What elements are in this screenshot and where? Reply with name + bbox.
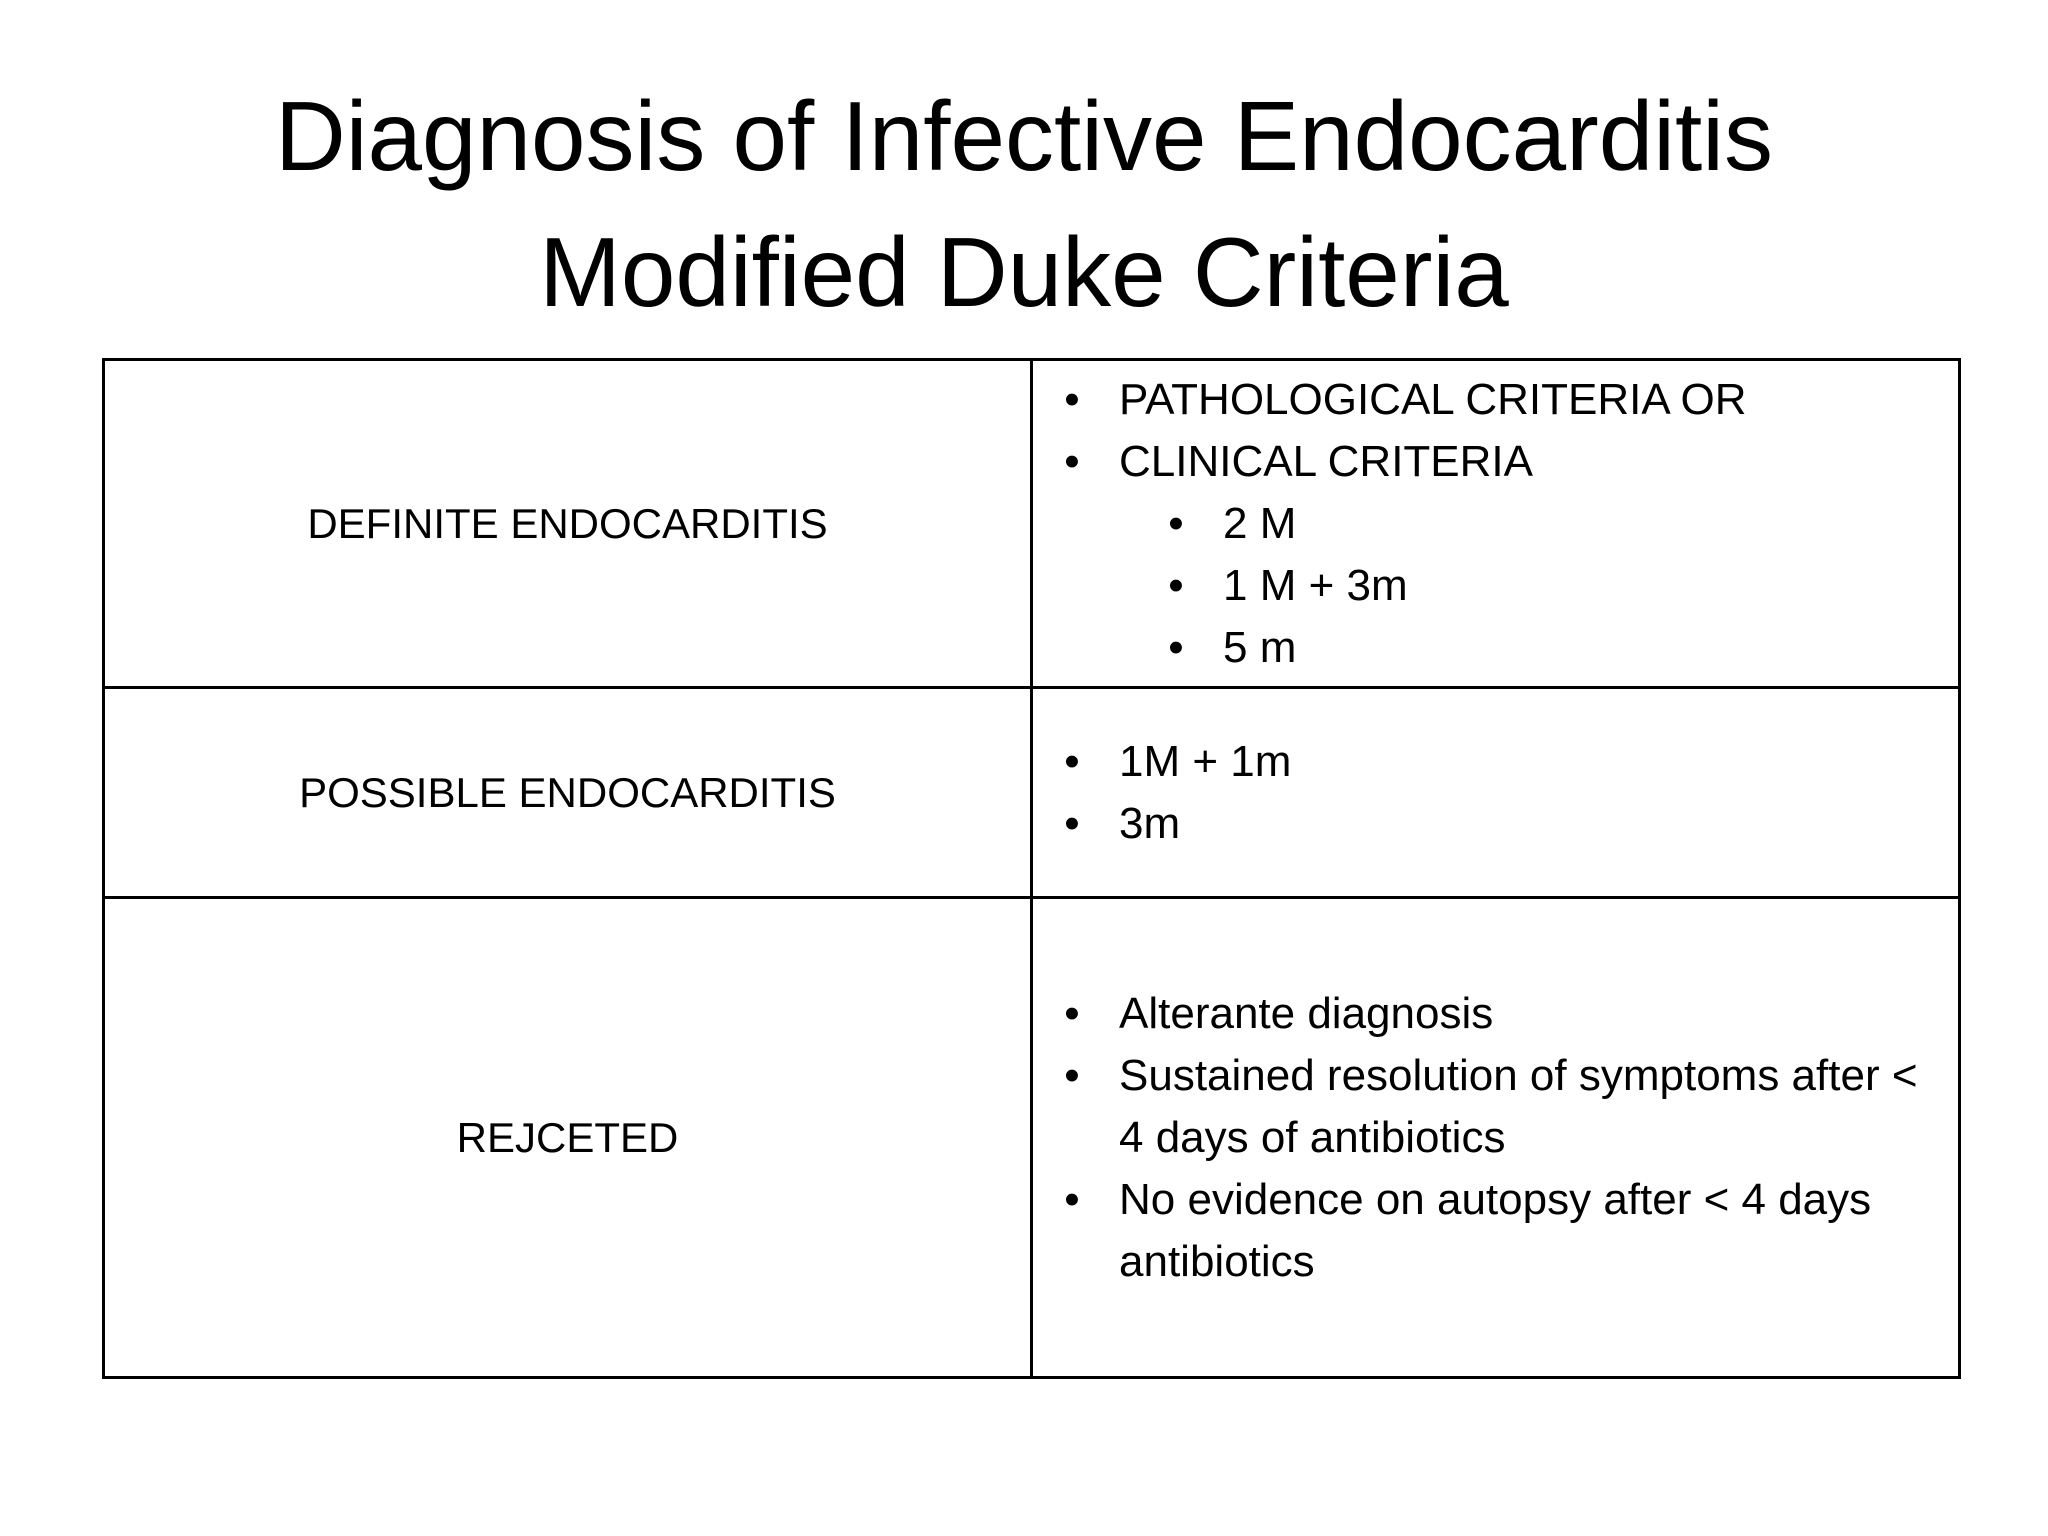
list-item	[1064, 793, 1918, 855]
list-item-text: 1M + 1m	[1119, 736, 1292, 786]
sub-list-item	[1168, 617, 1918, 679]
list-item	[1064, 369, 1918, 431]
bullet-icon: •	[1064, 374, 1080, 424]
sub-list-item-text: 2 M	[1223, 498, 1297, 548]
sub-list-item	[1168, 493, 1918, 555]
list-item	[1064, 1045, 1918, 1169]
category-cell	[104, 688, 1032, 898]
sub-list-item-text: 1 M + 3m	[1223, 560, 1408, 610]
sub-criteria-list	[1119, 493, 1918, 679]
list-item-text: Alterante diagnosis	[1119, 988, 1494, 1038]
category-cell	[104, 898, 1032, 1378]
bullet-icon: •	[1064, 798, 1080, 848]
sub-list-item-text: 5 m	[1223, 622, 1297, 672]
table-row-rejected	[104, 898, 1960, 1378]
category-label: DEFINITE ENDOCARDITIS	[307, 499, 828, 547]
slide-title	[0, 68, 2048, 340]
criteria-cell	[1032, 898, 1960, 1378]
criteria-list	[1033, 369, 1958, 679]
list-item-text: CLINICAL CRITERIA	[1119, 436, 1534, 486]
category-label: POSSIBLE ENDOCARDITIS	[299, 768, 836, 816]
title-line-2: Modified Duke Criteria	[539, 217, 1509, 327]
bullet-icon: •	[1064, 1050, 1080, 1100]
criteria-cell	[1032, 688, 1960, 898]
sub-list-item	[1168, 555, 1918, 617]
table-row-definite	[104, 360, 1960, 688]
bullet-icon: •	[1064, 988, 1080, 1038]
list-item-text: No evidence on autopsy after < 4 days antibiotics	[1119, 1174, 1872, 1286]
list-item	[1064, 431, 1918, 679]
list-item	[1064, 983, 1918, 1045]
bullet-icon: •	[1064, 1174, 1080, 1224]
criteria-list	[1033, 983, 1958, 1293]
bullet-icon: •	[1168, 498, 1184, 548]
bullet-icon: •	[1168, 622, 1184, 672]
list-item-text: Sustained resolution of symptoms after < 4 days of antibiotics	[1119, 1050, 1918, 1162]
criteria-table	[102, 358, 1961, 1379]
criteria-list	[1033, 731, 1958, 855]
criteria-cell	[1032, 360, 1960, 688]
list-item-text: 3m	[1119, 798, 1181, 848]
category-cell	[104, 360, 1032, 688]
list-item-text: PATHOLOGICAL CRITERIA OR	[1119, 374, 1747, 424]
bullet-icon: •	[1064, 436, 1080, 486]
category-label: REJCETED	[456, 1113, 679, 1161]
list-item	[1064, 731, 1918, 793]
title-line-1: Diagnosis of Infective Endocarditis	[275, 81, 1773, 191]
bullet-icon: •	[1168, 560, 1184, 610]
list-item	[1064, 1169, 1918, 1293]
bullet-icon: •	[1064, 736, 1080, 786]
table-row-possible	[104, 688, 1960, 898]
